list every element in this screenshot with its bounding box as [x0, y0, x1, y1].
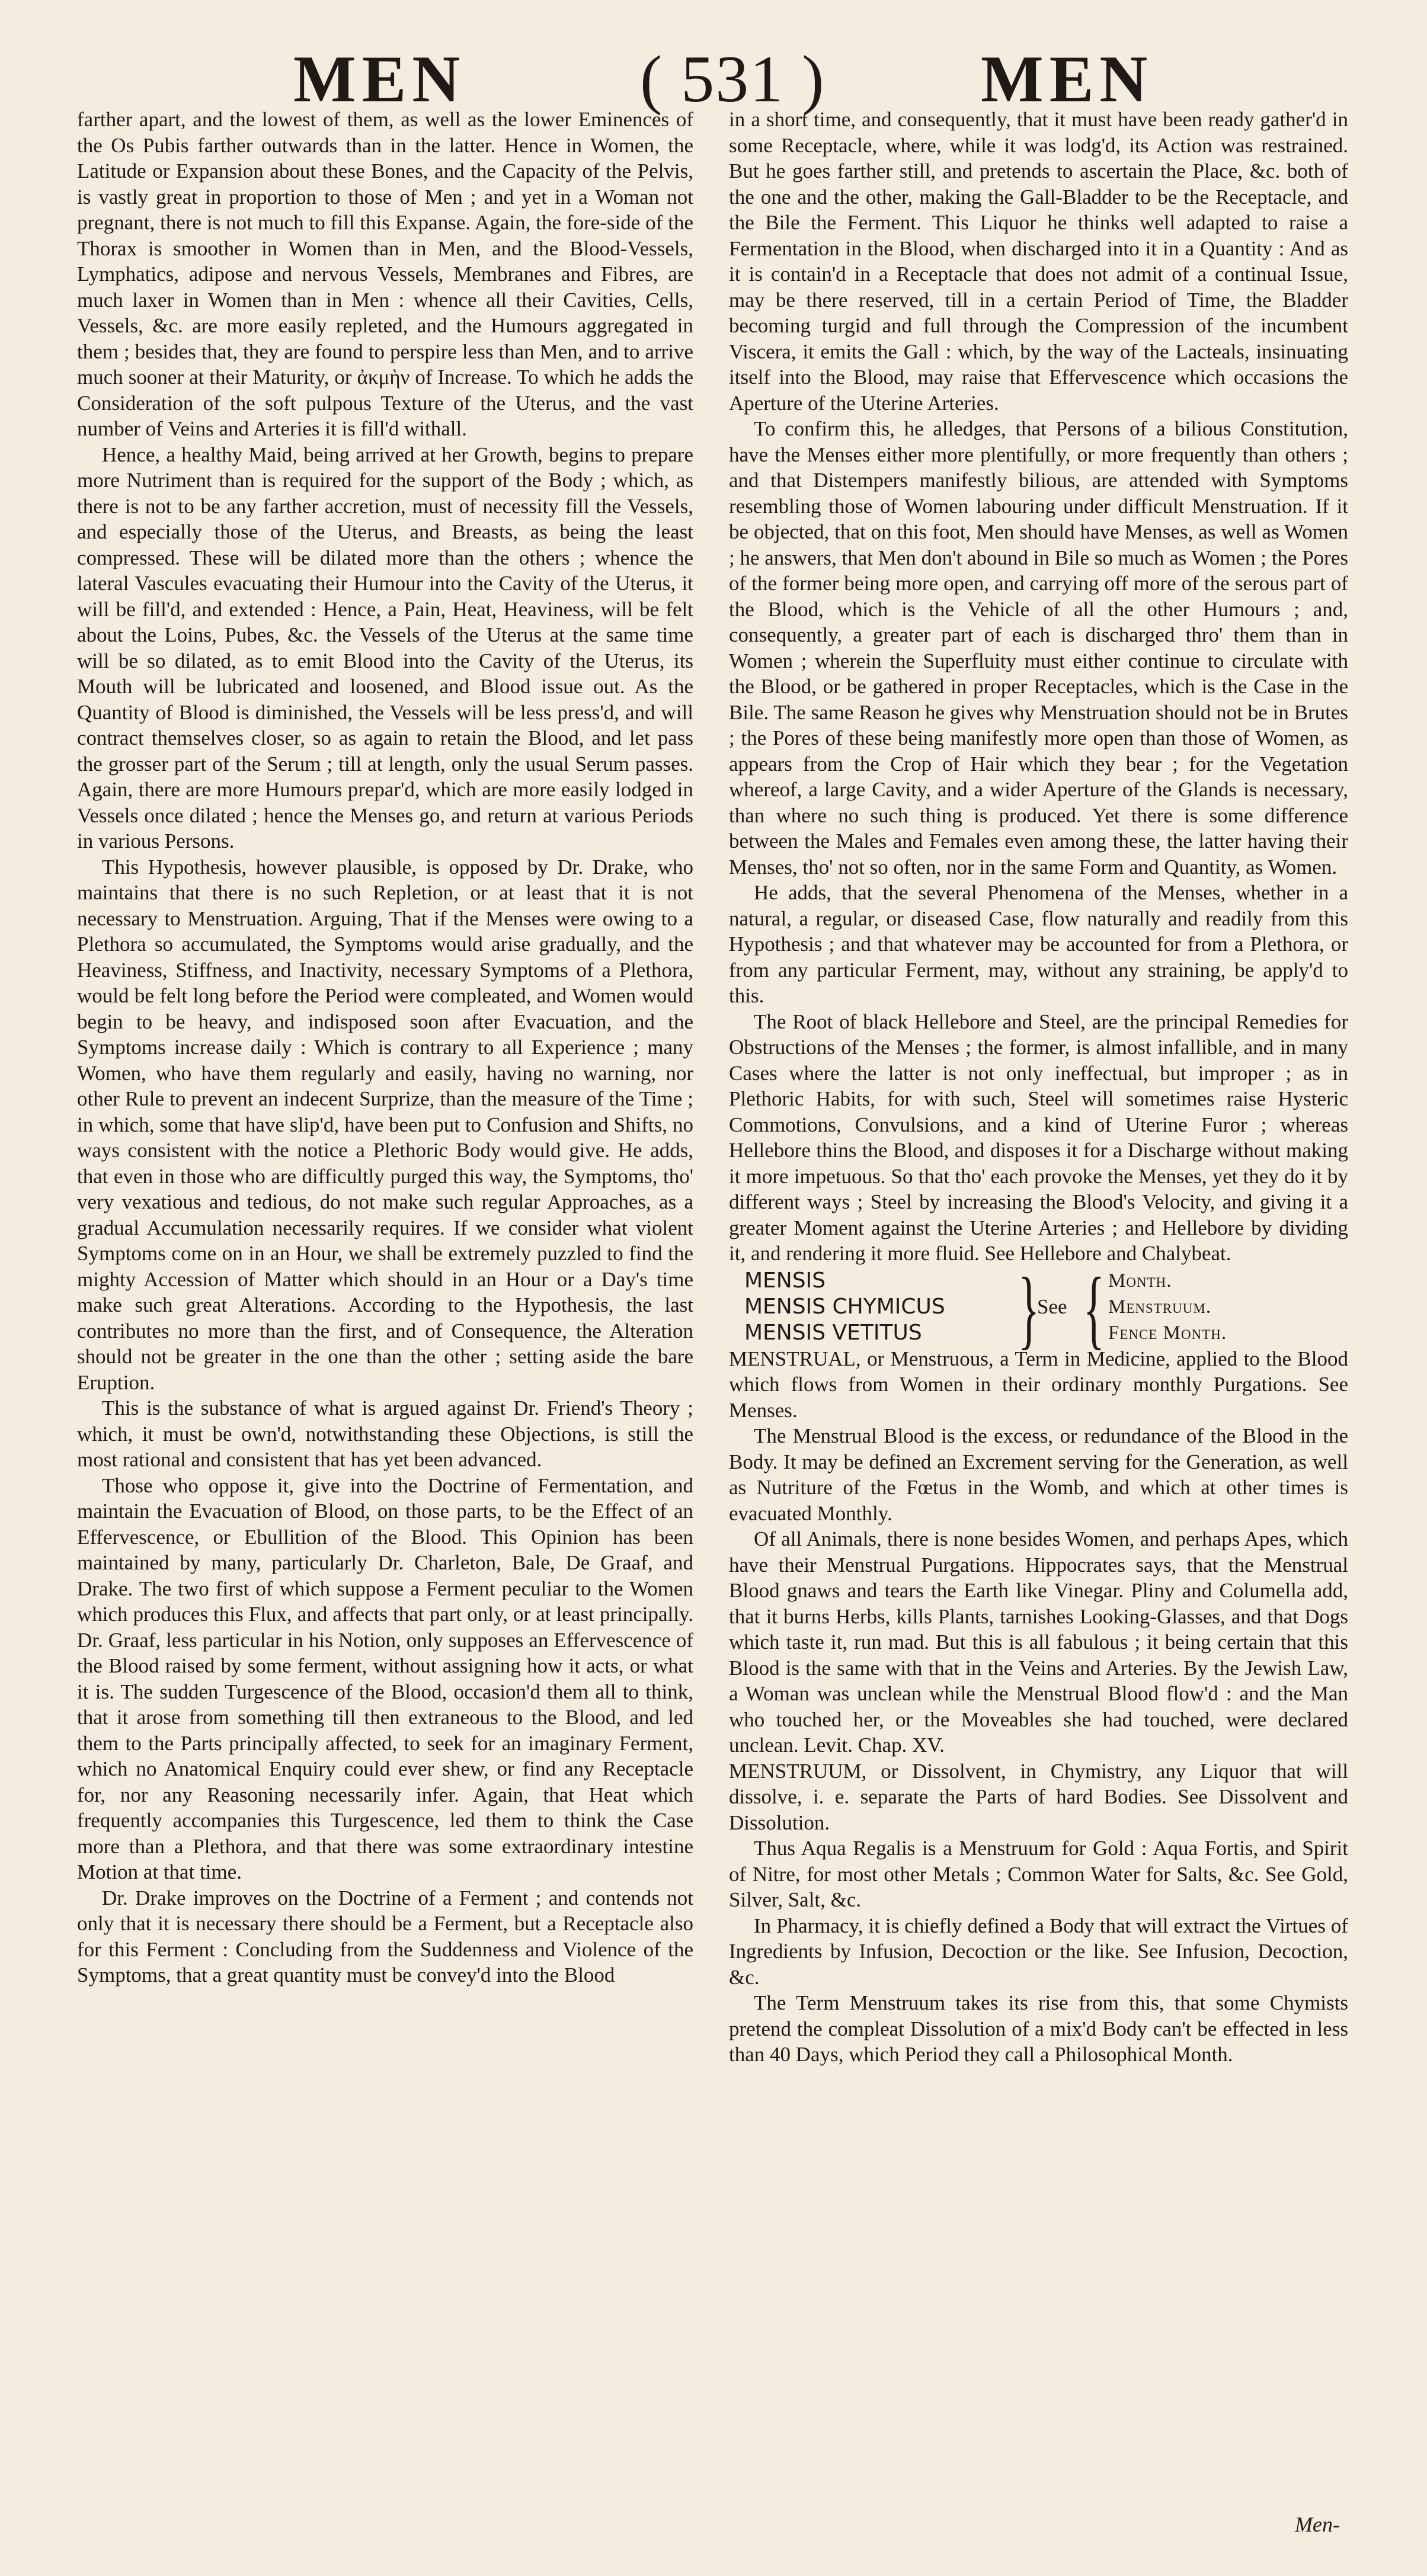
cross-reference-terms: [744, 1268, 945, 1346]
cross-reference-targets: [1108, 1268, 1227, 1346]
paragraph: The Term Menstruum takes its rise from this, that some Chymists pretend the compleat Dissolution of a mix'd Body can't be effected in less than 40 Days, which Period they call a Philosophical Month.: [729, 1991, 1348, 2066]
paragraph: Thus Aqua Regalis is a Menstruum for Gold : Aqua Fortis, and Spirit of Nitre, for most other Metals ; Common Water for Salts, &c. See Gold, Silver, Salt, &c.: [729, 1837, 1348, 1911]
paragraph: farther apart, and the lowest of them, as well as the lower Eminences of the Os Pubis farther outwards than in the latter. Hence in Women, the Latitude or Expansion about these Bones, and the Capacity of the Pelvis, is vastly great in proportion to those of Men ; and yet in a Woman not pregnant, there is not much to fill this Expanse. Again, the fore-side of the Thorax is smoother in Women than in Men, and the Blood-Vessels, Lymphatics, adipose and nervous Vessels, Membranes and Fibres, are much laxer in Women than in Men : whence all their Cavities, Cells, Vessels, &c. are more easily repleted, and the Humours aggregated in them ; besides that, they are found to perspire less than Men, and to arrive much sooner at their Maturity, or ἀκμὴν of Increase. To which he adds the Consideration of the soft pulpous Texture of the Uterus, and the vast number of Veins and Arteries it is fill'd withall.: [77, 108, 693, 440]
paragraph: This is the substance of what is argued against Dr. Friend's Theory ; which, it must be own'd, notwithstanding these Objections, is still the most rational and consistent that has yet been advanced.: [77, 1396, 693, 1471]
paragraph: He adds, that the several Phenomena of the Menses, whether in a natural, a regular, or diseased Case, flow naturally and readily from this Hypothesis ; and that whatever may be accounted for from a Plethora, or from any particular Ferment, may, without any straining, be apply'd to this.: [729, 881, 1348, 1007]
paragraph: Those who oppose it, give into the Doctrine of Fermentation, and maintain the Evacuation of Blood, on those parts, to be the Effect of an Effervescence, or Ebullition of the Blood. This Opinion has been maintained by many, particularly Dr. Charleton, Bale, De Graaf, and Drake. The two first of which suppose a Ferment peculiar to the Women which produces this Flux, and affects that part only, or at least principally. Dr. Graaf, less particular in his Notion, only supposes an Effervescence of the Blood raised by some ferment, without assigning how it acts, or what it is. The sudden Turgescence of the Blood, occasion'd them all to think, that it arose from something till then extraneous to the Blood, and led them to the Parts principally affected, to seek for an imaginary Ferment, which no Anatomical Enquiry could ever shew, or find any Receptacle for, nor any Reasoning necessarily infer. Again, that Heat which frequently accompanies this Turgescence, led them to think the Case more than a Plethora, and that there was some extraordinary intestine Motion at that time.: [77, 1473, 693, 1883]
page-number: ( 531 ): [640, 43, 826, 116]
reference-target: Menstruum.: [1108, 1296, 1212, 1318]
paragraph: To confirm this, he alledges, that Persons of a bilious Constitution, have the Menses either more plentifully, or more frequently than others ; and that Distempers manifestly bilious, are attended with Symptoms resembling those of Women labouring under difficult Menstruation. If it be objected, that on this foot, Men should have Menses, as well as Women ; he answers, that Men don't abound in Bile so much as Women ; the Pores of the former being more open, and carrying off more of the serous part of the Blood, which is the Vehicle of all the other Humours ; and, consequently, a greater part of each is discharged thro' them than in Women ; wherein the Superfluity must either continue to circulate with the Blood, or be gathered in proper Receptacles, which is the Case in the Bile. The same Reason he gives why Menstruation should not be in Brutes ; the Pores of these being manifestly more open than those of Women, as appears from the Crop of Hair which they bear ; for the Vegetation whereof, a large Cavity, and a wider Aperture of the Glands is necessary, than where no such thing is produced. Yet there is some difference between the Males and Females even among these, the latter having their Menses, tho' not so often, nor in the same Form and Quantity, as Women.: [729, 417, 1348, 879]
paragraph: Hence, a healthy Maid, being arrived at her Growth, begins to prepare more Nutriment than is required for the support of the Body ; which, as there is not to be any farther accretion, must of necessity fill the Vessels, and especially those of the Uterus, and Breasts, as being the least compressed. These will be dilated more than the others ; whence the lateral Vascules evacuating their Humour into the Cavity of the Uterus, it will be fill'd, and extended : Hence, a Pain, Heat, Heaviness, will be felt about the Loins, Pubes, &c. the Vessels of the Uterus at the same time will be so dilated, as to emit Blood into the Cavity of the Uterus, its Mouth will be lubricated and loosened, and Blood issue out. As the Quantity of Blood is diminished, the Vessels will be less press'd, and will contract themselves closer, so as again to retain the Blood, and let pass the grosser part of the Serum ; till at length, only the usual Serum passes. Again, there are more Humours prepar'd, which are more easily lodged in Vessels once dilated ; hence the Menses go, and return at various Periods in various Persons.: [77, 443, 693, 853]
paragraph: in a short time, and consequently, that it must have been ready gather'd in some Receptacle, where, while it was lodg'd, its Action was restrained. But he goes farther still, and pretends to ascertain the Place, &c. both of the one and the other, making the Gall-Bladder to be the Receptacle, and the Bile the Ferment. This Liquor he thinks well adapted to raise a Fermentation in the Blood, when discharged into it in a Quantity : And as it is contain'd in a Receptacle that does not admit of a continual Issue, may be there reserved, till in a certain Period of Time, the Bladder becoming turgid and full through the Compression of the incumbent Viscera, it emits the Gall : which, by the way of the Lacteals, insinuating itself into the Blood, may raise that Effervescence which occasions the Aperture of the Uterine Arteries.: [729, 108, 1348, 415]
entry-term: MENSIS CHYMICUS: [744, 1294, 945, 1319]
brace-left: {: [1083, 1259, 1105, 1358]
left-column: [77, 107, 693, 1988]
cross-reference-block: [729, 1259, 1348, 1358]
paragraph: MENSTRUAL, or Menstruous, a Term in Medicine, applied to the Blood which flows from Women in their ordinary monthly Purgations. See Menses.: [729, 1347, 1348, 1422]
paragraph: MENSTRUUM, or Dissolvent, in Chymistry, any Liquor that will dissolve, i. e. separate the Parts of hard Bodies. See Dissolvent and Dissolution.: [729, 1759, 1348, 1834]
left-headword: MEN: [293, 43, 466, 116]
brace-right: }: [1018, 1259, 1039, 1358]
paragraph: The Root of black Hellebore and Steel, are the principal Remedies for Obstructions of the Menses ; the former, is almost infallible, and in many Cases where the latter is not only ineffectual, but improper ; as in Plethoric Habits, for with such, Steel will sometimes raise Hysteric Commotions, Convulsions, and a kind of Uterine Furor ; whereas Hellebore thins the Blood, and disposes it for a Discharge without making it more impetuous. So that tho' each provoke the Menses, yet they do it by different ways ; Steel by increasing the Blood's Velocity, and giving it a greater Moment against the Uterine Arteries ; and Hellebore by dividing it, and rendering it more fluid. See Hellebore and Chalybeat.: [729, 1010, 1348, 1265]
see-label: See: [1037, 1295, 1067, 1318]
right-headword: MEN: [981, 43, 1154, 116]
right-column: [729, 107, 1348, 2068]
paragraph: This Hypothesis, however plausible, is opposed by Dr. Drake, who maintains that there is no such Repletion, or at least that it is not necessary to Menstruation. Arguing, That if the Menses were owing to a Plethora so accumulated, the Symptoms would arise gradually, and the Heaviness, Stiffness, and Inactivity, necessary Symptoms of a Plethora, would be felt long before the Period were compleated, and Women would begin to be heavy, and indisposed soon after Evacuation, and the Symptoms increase daily : Which is contrary to all Experience ; many Women, who have them regularly and easily, having no warning, nor other Rule to prevent an indecent Surprize, than the measure of the Time ; in which, some that have slip'd, have been put to Confusion and Shifts, no ways consistent with the notice a Plethoric Body would give. He adds, that even in those who are difficultly purged this way, the Symptoms, tho' very vexatious and tedious, do not make such regular Approaches, as a gradual Accumulation necessarily requires. If we consider what violent Symptoms come on in an Hour, we shall be extremely puzzled to find the mighty Accession of Matter which should in an Hour or a Day's time make such great Alterations. According to the Hypothesis, the last contributes no more than the first, and of Consequence, the Alteration should not be greater in the one than the other ; setting aside the bare Eruption.: [77, 855, 693, 1394]
reference-target: Month.: [1108, 1270, 1172, 1292]
entry-term: MENSIS VETITUS: [744, 1320, 922, 1345]
entry-term: MENSIS: [744, 1268, 826, 1293]
reference-target: Fence Month.: [1108, 1322, 1227, 1344]
paragraph: Of all Animals, there is none besides Women, and perhaps Apes, which have their Menstrual Purgations. Hippocrates says, that the Menstrual Blood gnaws and tears the Earth like Vinegar. Pliny and Columella add, that it burns Herbs, kills Plants, tarnishes Looking-Glasses, and that Dogs which taste it, run mad. But this is all fabulous ; it being certain that this Blood is the same with that in the Veins and Arteries. By the Jewish Law, a Woman was unclean while the Menstrual Blood flow'd : and the Man who touched her, or the Moveables she had touched, were declared unclean. Levit. Chap. XV.: [729, 1527, 1348, 1757]
paragraph: The Menstrual Blood is the excess, or redundance of the Blood in the Body. It may be defined an Excrement serving for the Generation, as well as Nutriture of the Fœtus in the Womb, and which at other times is evacuated Monthly.: [729, 1424, 1348, 1525]
paragraph: In Pharmacy, it is chiefly defined a Body that will extract the Virtues of Ingredients by Infusion, Decoction or the like. See Infusion, Decoction, &c.: [729, 1914, 1348, 1989]
paragraph: Dr. Drake improves on the Doctrine of a Ferment ; and contends not only that it is necessary there should be a Ferment, but a Receptacle also for this Ferment : Concluding from the Suddenness and Violence of the Symptoms, that a great quantity must be convey'd into the Blood: [77, 1886, 693, 1987]
catchword: Men-: [1295, 2513, 1340, 2536]
